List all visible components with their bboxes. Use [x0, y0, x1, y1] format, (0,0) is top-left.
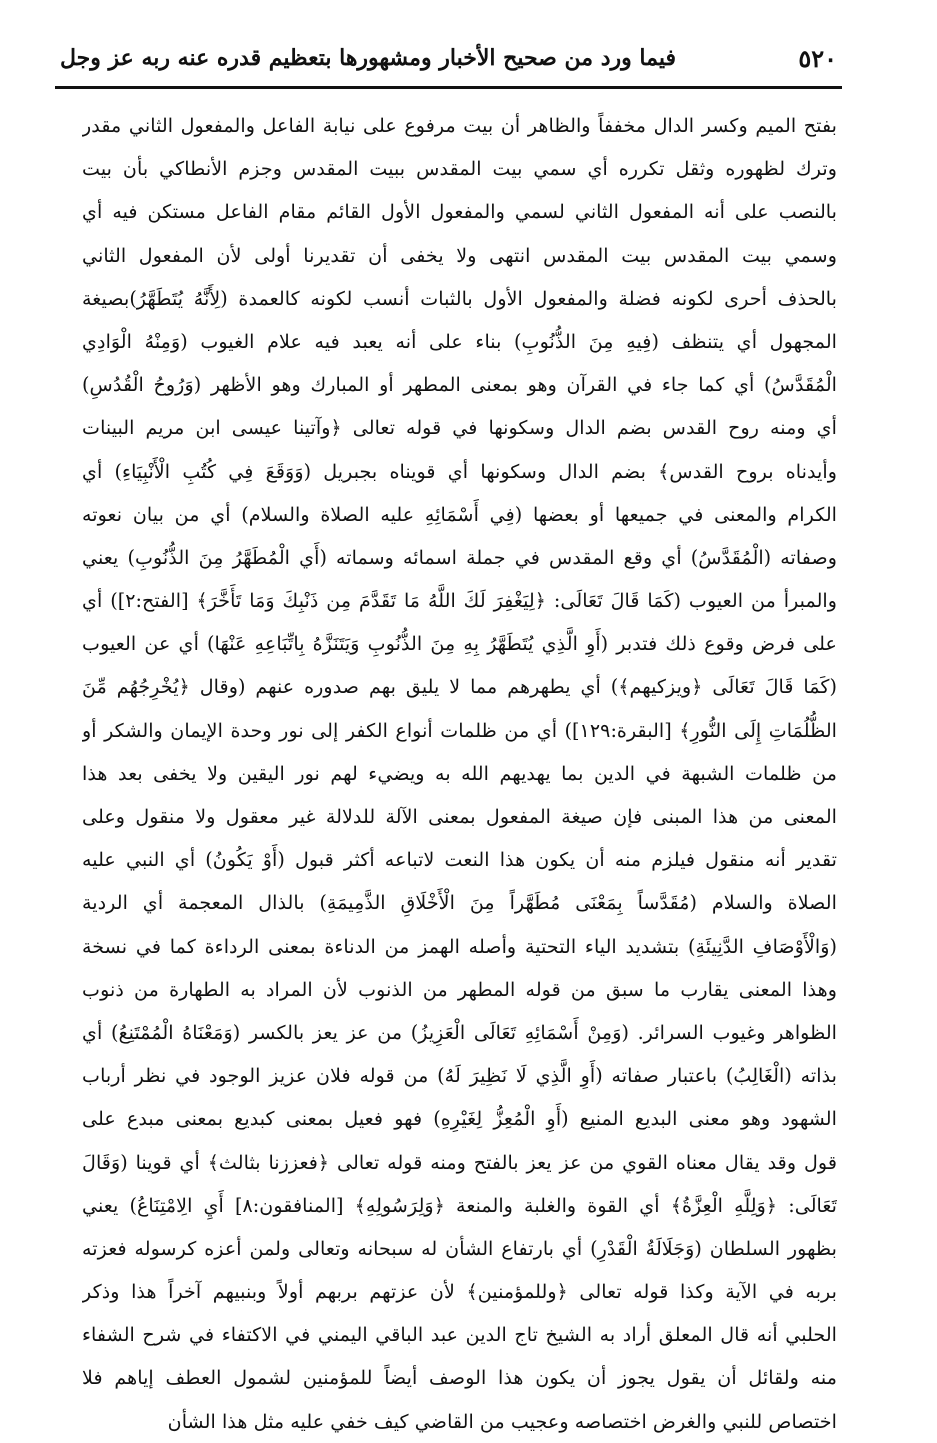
text-line: الصلاة والسلام (مُقَدَّساً بِمَعْنَى مُطَهَّراً مِنَ الْأَخْلَاقِ الذَّمِيمَةِ) بالذال المعجمة أي الردية — [82, 891, 837, 915]
text-line: وأيدناه بروح القدس﴾ بضم الدال وسكونها أي قويناه بجبريل (وَوَقَعَ فِي كُتُبِ الْأَنْبِيَاءِ) أي — [82, 459, 837, 483]
text-line: بذاته (الْغَالِبُ) باعتبار صفاته (أَوِ الَّذِي لَا نَظِيرَ لَهُ) من قوله فلان عزيز الوجود في نظر أرباب — [82, 1064, 837, 1088]
text-line: والمبرأ من العيوب (كَمَا قَالَ تَعَالَى: ﴿لِيَغْفِرَ لَكَ اللَّهُ مَا تَقَدَّمَ مِن ذَنْبِكَ وَمَا تَأَخَّرَ﴾ [الفتح:٢]) أي — [82, 589, 837, 613]
text-line: تقدير أنه منقول فيلزم منه أن يكون هذا النعت لاتباعه أكثر قبول (أَوْ يَكُونُ) أي النبي عليه — [82, 848, 837, 872]
header-rule — [55, 86, 842, 89]
text-line: منه ولقائل أن يقول يجوز أن يكون هذا الوصف أيضاً للمؤمنين لشمول العطف إياهم فلا — [82, 1366, 837, 1390]
text-line: وسمي بيت المقدس بيت المقدس انتهى ولا يخفى أن تقديرنا أولى لأن المفعول الثاني — [82, 243, 837, 267]
text-line: بالنصب على أنه المفعول الثاني لسمي والمفعول الأول القائم مقام الفاعل مستكن فيه أي — [82, 200, 837, 224]
text-line: أي ومنه روح القدس بضم الدال وسكونها في قوله تعالى ﴿وآتينا عيسى ابن مريم البينات — [82, 416, 837, 440]
text-line: من ظلمات الشبهة في الدين بما يهديهم الله به ويضيء لهم نور اليقين ولا يخفى بعد هذا — [82, 761, 837, 785]
text-line: على فرض وقوع ذلك فتدبر (أَوِ الَّذِي يُتَطَهَّرُ بِهِ مِنَ الذُّنُوبِ وَيَتَنَزَّهُ بِاتِّبَاعِهِ عَنْهَا) أي عن العيوب — [82, 632, 837, 656]
text-line: الكرام والمعنى في جميعها أو بعضها (فِي أَسْمَائِهِ عليه الصلاة والسلام) أي من بيان نعوته — [82, 502, 837, 526]
body-text — [82, 104, 837, 1443]
text-line: قول وقد يقال معناه القوي من عز يعز بالفتح ومنه قوله تعالى ﴿فعززنا بثالث﴾ أي قوينا (وَقَالَ — [82, 1150, 837, 1174]
text-line: (وَالْأَوْصَافِ الدَّنِيئَةِ) بتشديد الياء التحتية وأصله الهمز من الدناءة بمعنى الرداءة كما في نسخة — [82, 934, 837, 958]
text-line: الْمُقَدَّسُ) أي كما جاء في القرآن وهو بمعنى المطهر أو المبارك وهو الأظهر (وَرُوحُ الْقُدُسِ) — [82, 373, 837, 397]
text-line: بالحذف أحرى لكونه فضلة والمفعول الأول بالثبات أنسب لكونه كالعمدة (لِأَنَّهُ يُتَطَهَّرُ)بصيغة — [82, 286, 837, 310]
text-line: المجهول أي يتنظف (فِيهِ مِنَ الذُّنُوبِ) بناء على أنه يعبد فيه علام الغيوب (وَمِنْهُ الْوَادِي — [82, 329, 837, 353]
text-line: الشهود وهو معنى البديع المنيع (أَوِ الْمُعِزُّ لِغَيْرِهِ) فهو فعيل بمعنى كبديع بمعنى مبدع على — [82, 1107, 837, 1131]
text-line: بظهور السلطان (وَجَلَالَةُ الْقَدْرِ) أي بارتفاع الشأن له سبحانه وتعالى ولمن أعزه كرسوله فعزته — [82, 1236, 837, 1260]
text-line: وصفاته (الْمُقَدَّسُ) أي وقع المقدس في جملة اسمائه وسماته (أَي الْمُطَهَّرُ مِنَ الذُّنُوبِ) يعني — [82, 545, 837, 569]
running-title: فيما ورد من صحيح الأخبار ومشهورها بتعظيم قدره عنه ربه عز وجل — [60, 45, 676, 71]
text-line: المعنى من هذا المبنى فإن صيغة المفعول بمعنى الآلة للدلالة غير معقول ولا منقول وعلى — [82, 805, 837, 828]
text-line: وهذا المعنى يقارب ما سبق من قوله المطهر من الذنوب لأن المراد به الطهارة من ذنوب — [82, 977, 837, 1001]
text-line: الظُّلُمَاتِ إِلَى النُّورِ﴾ [البقرة:١٢٩]) أي من ظلمات أنواع الكفر إلى نور وحدة الإيمان والشكر أو — [82, 718, 837, 742]
page-number: ٥٢٠ — [798, 43, 837, 73]
text-line: تَعَالَى: ﴿وَلِلَّهِ الْعِزَّةُ﴾ أي القوة والغلبة والمنعة ﴿وَلِرَسُولِهِ﴾ [المنافقون:٨] أَيِ الِامْتِنَاعُ) يعني — [82, 1193, 837, 1217]
page-header — [60, 38, 837, 78]
text-line: الظواهر وغيوب السرائر. (وَمِنْ أَسْمَائِهِ تَعَالَى الْعَزِيزُ) من عز يعز بالكسر (وَمَعْنَاهُ الْمُمْتَنِعُ) أي — [82, 1020, 837, 1044]
text-line: وترك لظهوره وثقل تكرره أي سمي بيت المقدس ببيت المقدس وجزم الأنطاكي بأن بيت — [82, 157, 837, 181]
text-line: بربه في الآية وكذا قوله تعالى ﴿وللمؤمنين﴾ لأن عزتهم بربهم أولاً وبنبيهم آخراً هذا وذكر — [82, 1280, 837, 1304]
text-line: (كَمَا قَالَ تَعَالَى ﴿ويزكيهم﴾) أي يطهرهم مما لا يليق بهم صدوره عنهم (وقال ﴿يُخْرِجُهُم مِّنَ — [82, 675, 837, 699]
text-line: اختصاص للنبي والغرض اختصاصه وعجيب من القاضي كيف خفي عليه مثل هذا الشأن — [167, 1409, 837, 1433]
text-line: الحلبي أنه قال المعلق أراد به الشيخ تاج الدين عبد الباقي اليمني في الاكتفاء في شرح الشفاء — [82, 1323, 837, 1347]
text-line: بفتح الميم وكسر الدال مخففاً والظاهر أن بيت مرفوع على نيابة الفاعل والمفعول الثاني مقدر — [82, 114, 837, 137]
